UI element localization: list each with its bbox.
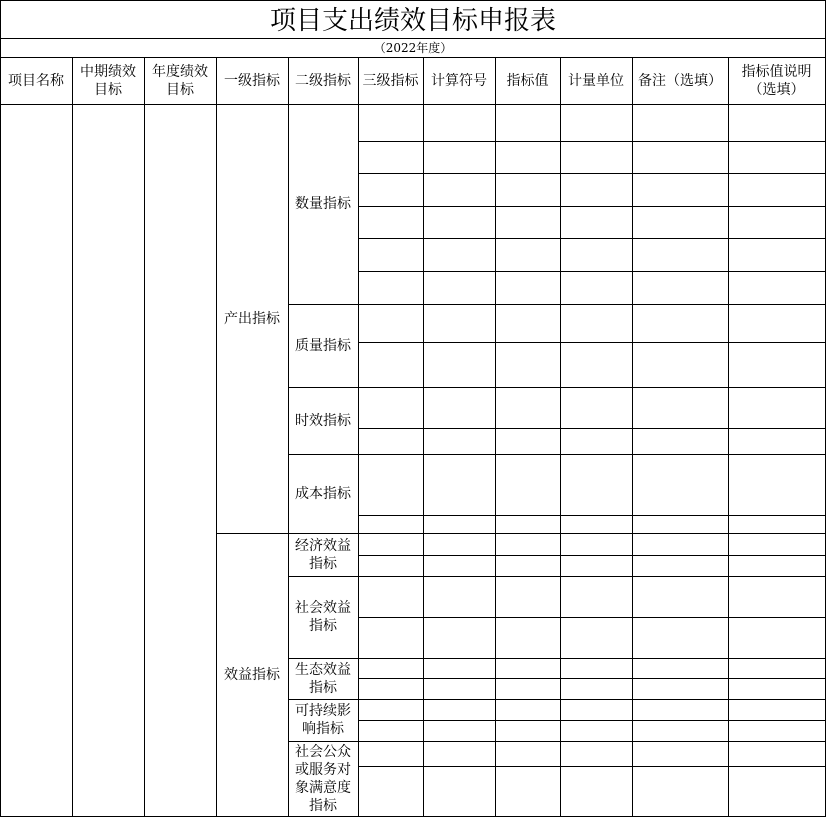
grid-line — [0, 104, 826, 105]
grid-line — [358, 720, 826, 721]
header-calc-symbol: 计算符号 — [431, 73, 487, 89]
grid-line — [288, 387, 826, 388]
grid-line — [358, 57, 359, 817]
header-annual-goal: 年度绩效 目标 — [152, 64, 208, 98]
grid-line — [0, 57, 826, 58]
grid-line — [0, 38, 826, 39]
grid-line — [358, 173, 826, 174]
grid-line — [358, 766, 826, 767]
level2-cost: 成本指标 — [295, 485, 351, 502]
grid-line — [144, 57, 145, 817]
header-level1-indicator: 一级指标 — [224, 73, 280, 89]
grid-line — [288, 699, 826, 700]
grid-line — [495, 57, 496, 817]
level2-sustainable-impact: 可持续影 响指标 — [295, 703, 351, 737]
annual-goal-cell[interactable] — [145, 105, 215, 817]
grid-line — [0, 0, 1, 817]
grid-line — [288, 741, 826, 742]
level1-benefit: 效益指标 — [224, 667, 280, 683]
header-indicator-value: 指标值 — [506, 73, 549, 89]
grid-line — [358, 617, 826, 618]
form-title: 项目支出绩效目标申报表 — [269, 6, 556, 36]
project-name-cell[interactable] — [1, 105, 71, 817]
grid-line — [288, 658, 826, 659]
level2-social-benefit: 社会效益 指标 — [295, 600, 351, 634]
level2-ecological-benefit: 生态效益 指标 — [295, 661, 351, 696]
grid-line — [358, 428, 826, 429]
grid-line — [0, 0, 826, 1]
midterm-goal-cell[interactable] — [73, 105, 143, 817]
level2-quantity: 数量指标 — [295, 196, 351, 212]
grid-line — [358, 206, 826, 207]
grid-line — [288, 454, 826, 455]
form-year: （2022年度） — [373, 40, 453, 55]
grid-line — [288, 304, 826, 305]
header-level2-indicator: 二级指标 — [295, 73, 351, 89]
grid-line — [358, 678, 826, 679]
header-midterm-goal: 中期绩效 目标 — [80, 64, 136, 98]
header-unit: 计量单位 — [568, 73, 624, 89]
level1-output: 产出指标 — [224, 310, 280, 327]
grid-line — [216, 57, 217, 817]
grid-line — [358, 238, 826, 239]
header-level3-indicator: 三级指标 — [362, 73, 419, 89]
grid-line — [288, 576, 826, 577]
grid-line — [358, 515, 826, 516]
grid-line — [288, 57, 289, 817]
header-project-name: 项目名称 — [8, 73, 64, 89]
grid-line — [632, 57, 633, 817]
grid-line — [728, 57, 729, 817]
grid-line — [358, 342, 826, 343]
grid-line — [560, 57, 561, 817]
level2-quality: 质量指标 — [295, 337, 351, 354]
level2-economic-benefit: 经济效益 指标 — [295, 537, 351, 572]
grid-line — [358, 271, 826, 272]
level2-timeliness: 时效指标 — [295, 412, 351, 429]
grid-line — [358, 141, 826, 142]
grid-line — [358, 555, 826, 556]
grid-line — [72, 57, 73, 817]
header-value-note: 指标值说明 （选填） — [741, 64, 812, 98]
grid-line — [423, 57, 424, 817]
grid-line — [216, 533, 826, 534]
header-remark: 备注（选填） — [638, 73, 722, 89]
level2-satisfaction: 社会公众 或服务对 象满意度 指标 — [295, 744, 351, 814]
